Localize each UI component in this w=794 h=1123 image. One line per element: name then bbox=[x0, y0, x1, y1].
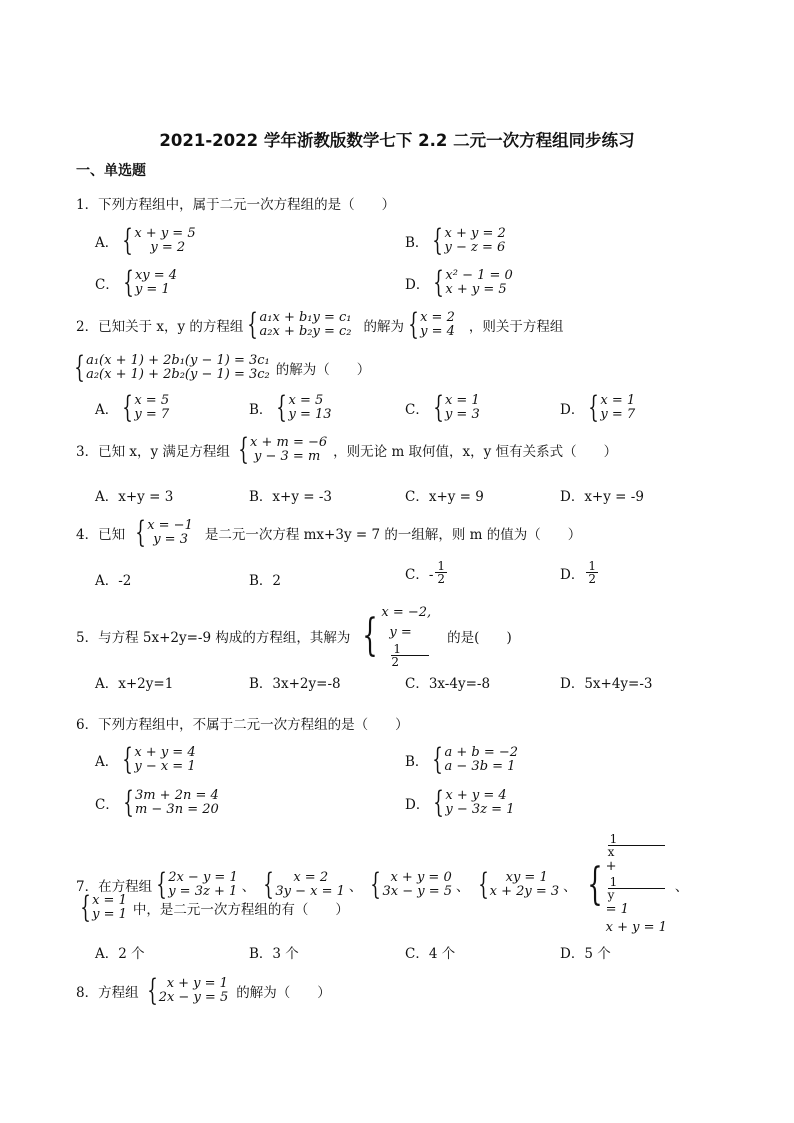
q1-option-b[interactable]: B． { x + y = 2 y − z = 6 bbox=[405, 223, 506, 258]
equation: y − 3 = m bbox=[254, 449, 321, 464]
q1-option-a[interactable]: A． { x + y = 5 y = 2 bbox=[95, 223, 196, 258]
option-label: D． bbox=[405, 277, 430, 293]
stem-text: 的解为（ ） bbox=[236, 985, 331, 1001]
equation: 2x − y = 5 bbox=[158, 990, 229, 1005]
q4-option-c[interactable] bbox=[405, 560, 449, 585]
q6-option-d[interactable]: D． { x + y = 4 y − 3z = 1 bbox=[405, 785, 515, 820]
fraction bbox=[586, 560, 598, 585]
equation-lhs: y = bbox=[389, 625, 412, 640]
equation: y − x = 1 bbox=[134, 759, 196, 774]
stem-text: 的解为 bbox=[363, 319, 404, 335]
equation: x = −2, bbox=[381, 605, 432, 620]
q7-option-a[interactable]: A．2 个 bbox=[95, 946, 145, 962]
question-5-stem: 5．与方程 5x+2y=-9 构成的方程组，其解为 { x = −2, y = 1 2 的是( ) bbox=[76, 605, 512, 669]
equation: a − 3b = 1 bbox=[444, 759, 516, 774]
equation: x = 5 bbox=[288, 393, 324, 408]
equation: a₂x + b₂y = c₂ bbox=[259, 324, 352, 339]
separator: 、 bbox=[348, 879, 363, 895]
equation: x² − 1 = 0 bbox=[445, 268, 513, 283]
stem-text: 5．与方程 5x+2y=-9 构成的方程组，其解为 bbox=[76, 629, 351, 646]
question-2-stem: 2．已知关于 x，y 的方程组 { a₁x + b₁y = c₁ a₂x + b₂y = c₂ 的解为 { x = 2 y = 4 ，则关于方程组 bbox=[76, 307, 564, 342]
equation: a₁x + b₁y = c₁ bbox=[259, 310, 352, 325]
equation: y = 3z + 1 bbox=[168, 884, 238, 899]
option-label: D． bbox=[405, 797, 430, 813]
option-label: A． bbox=[95, 402, 119, 418]
equation: y = 7 bbox=[600, 407, 636, 422]
stem-text: 3．已知 x，y 满足方程组 bbox=[76, 444, 230, 460]
equation: a₁(x + 1) + 2b₁(y − 1) = 3c₁ bbox=[86, 353, 270, 368]
stem-text: 8．方程组 bbox=[76, 985, 139, 1001]
q7-option-d[interactable]: D．5 个 bbox=[560, 946, 611, 962]
q6-option-c[interactable]: C． { 3m + 2n = 4 m − 3n = 20 bbox=[95, 785, 219, 820]
option-label: A． bbox=[95, 754, 119, 770]
equation: y = 7 bbox=[134, 407, 170, 422]
option-label: B． bbox=[249, 402, 273, 418]
option-label: C． bbox=[95, 277, 119, 293]
question-7-stem-continued: { x = 1 y = 1 中，是二元一次方程组的有（ ） bbox=[80, 890, 349, 925]
equation: xy = 4 bbox=[134, 268, 178, 283]
q2-option-b[interactable]: B． { x = 5 y = 13 bbox=[249, 390, 332, 425]
equation: x = 2 bbox=[420, 310, 455, 325]
q4-option-d[interactable] bbox=[560, 560, 600, 585]
q1-option-c[interactable]: C． { xy = 4 y = 1 bbox=[95, 265, 178, 300]
equation: y = 3 bbox=[444, 407, 480, 422]
option-label: C．- bbox=[405, 566, 434, 583]
separator: 、 bbox=[674, 879, 689, 895]
q3-option-b[interactable]: B．x+y = -3 bbox=[249, 489, 333, 505]
option-label: C． bbox=[95, 797, 119, 813]
equation: x + y = 2 bbox=[444, 226, 506, 241]
equation: y − 3z = 1 bbox=[445, 802, 515, 817]
stem-text: 的解为（ ） bbox=[275, 362, 371, 378]
equation: x + y = 5 bbox=[445, 282, 507, 297]
option-label: D． bbox=[560, 566, 585, 583]
stem-text: 4．已知 bbox=[76, 527, 126, 543]
stem-text: 是二元一次方程 mx+3y = 7 的一组解，则 m 的值为（ ） bbox=[204, 527, 582, 543]
equation: y = 1 bbox=[134, 282, 170, 297]
equation: x = 2 bbox=[293, 870, 329, 885]
separator: 、 bbox=[241, 879, 256, 895]
stem-text: 中，是二元一次方程组的有（ ） bbox=[132, 902, 349, 918]
option-label: A． bbox=[95, 235, 119, 251]
q3-option-c[interactable]: C．x+y = 9 bbox=[405, 489, 484, 505]
equation: x + y = 0 bbox=[390, 870, 452, 885]
q5-option-a[interactable]: A．x+2y=1 bbox=[95, 676, 174, 692]
equation: a + b = −2 bbox=[444, 745, 519, 760]
q5-option-d[interactable]: D．5x+4y=-3 bbox=[560, 676, 653, 692]
equation: a₂(x + 1) + 2b₂(y − 1) = 3c₂ bbox=[86, 367, 270, 382]
stem-text: 2．已知关于 x，y 的方程组 bbox=[76, 319, 244, 335]
question-8-stem: 8．方程组 { x + y = 1 2x − y = 5 的解为（ ） bbox=[76, 973, 331, 1008]
q6-option-b[interactable]: B． { a + b = −2 a − 3b = 1 bbox=[405, 742, 519, 777]
q2-option-a[interactable]: A． { x = 5 y = 7 bbox=[95, 390, 170, 425]
stem-text: ，则无论 m 取何值，x，y 恒有关系式（ ） bbox=[333, 444, 618, 460]
q2-option-c[interactable]: C． { x = 1 y = 3 bbox=[405, 390, 480, 425]
equation: y = 4 bbox=[420, 324, 455, 339]
equation: x + y = 1 bbox=[605, 920, 667, 935]
equation: x + y = 4 bbox=[134, 745, 196, 760]
option-label: C． bbox=[405, 402, 429, 418]
denominator: 2 bbox=[391, 655, 400, 669]
question-3-stem: 3．已知 x，y 满足方程组 { x + m = −6 y − 3 = m ，则无论 m 取何值，x，y 恒有关系式（ ） bbox=[76, 432, 618, 467]
q1-option-d[interactable]: D． { x² − 1 = 0 x + y = 5 bbox=[405, 265, 513, 300]
equation: xy = 1 bbox=[505, 870, 548, 885]
q4-option-a[interactable]: A．-2 bbox=[95, 573, 132, 589]
separator: 、 bbox=[456, 879, 470, 895]
fraction: 1 x bbox=[608, 833, 665, 858]
numerator: 1 bbox=[588, 559, 596, 573]
equation: x + y = 4 bbox=[445, 788, 507, 803]
equation: x = 5 bbox=[134, 393, 170, 408]
fraction bbox=[435, 560, 447, 585]
equation: y = 2 bbox=[150, 240, 186, 255]
equation: y = 3 bbox=[153, 532, 188, 547]
equation: 3x − y = 5 bbox=[382, 884, 453, 899]
equation: x + y = 1 bbox=[166, 976, 228, 991]
equation-rhs: = 1 bbox=[605, 902, 629, 917]
question-2-stem-continued: { a₁(x + 1) + 2b₁(y − 1) = 3c₁ a₂(x + 1) + 2b₂(y − 1) = 3c₂ 的解为（ ） bbox=[74, 350, 371, 385]
equation: x = 1 bbox=[600, 393, 636, 408]
q2-option-d[interactable]: D． { x = 1 y = 7 bbox=[560, 390, 636, 425]
page-title: 2021-2022 学年浙教版数学七下 2.2 二元一次方程组同步练习 bbox=[159, 131, 635, 150]
q5-option-c[interactable]: C．3x-4y=-8 bbox=[405, 676, 491, 692]
q3-option-a[interactable]: A．x+y = 3 bbox=[95, 489, 174, 505]
question-4-stem: 4．已知 { x = −1 y = 3 是二元一次方程 mx+3y = 7 的一组解，则 m 的值为（ ） bbox=[76, 515, 582, 550]
option-label: B． bbox=[405, 754, 429, 770]
stem-text: 7．在方程组 bbox=[76, 879, 153, 895]
denominator: 2 bbox=[437, 572, 446, 586]
numerator: 1 bbox=[437, 559, 446, 573]
equation: m − 3n = 20 bbox=[134, 802, 219, 817]
equation: 2x − y = 1 bbox=[168, 870, 238, 885]
fraction bbox=[391, 643, 429, 668]
equation: x = 1 bbox=[444, 393, 480, 408]
equation: x + m = −6 bbox=[250, 435, 328, 450]
equation: 3y − x = 1 bbox=[275, 884, 345, 899]
equation: x = −1 bbox=[147, 518, 193, 533]
equation: y = 13 bbox=[288, 407, 332, 422]
stem-text: 的是( ) bbox=[447, 629, 512, 646]
fraction: 1 y bbox=[608, 876, 665, 901]
equation: x + y = 5 bbox=[134, 226, 196, 241]
question-6-stem: 6．下列方程组中，不属于二元一次方程组的是（ ） bbox=[76, 717, 409, 733]
equation: y − z = 6 bbox=[444, 240, 506, 255]
q7-option-c[interactable]: C．4 个 bbox=[405, 946, 456, 962]
separator: 、 bbox=[563, 879, 577, 895]
equation: x = 1 bbox=[92, 893, 127, 908]
q7-option-b[interactable]: B．3 个 bbox=[249, 946, 299, 962]
question-1-stem: 1．下列方程组中，属于二元一次方程组的是（ ） bbox=[76, 197, 396, 213]
q3-option-d[interactable]: D．x+y = -9 bbox=[560, 489, 644, 505]
equation: 3m + 2n = 4 bbox=[134, 788, 219, 803]
section-heading: 一、单选题 bbox=[76, 163, 146, 179]
equation: x + 2y = 3 bbox=[489, 884, 560, 899]
q4-option-b[interactable]: B．2 bbox=[249, 573, 282, 589]
denominator: 2 bbox=[588, 572, 596, 586]
numerator: 1 bbox=[391, 643, 429, 656]
q6-option-a[interactable]: A． { x + y = 4 y − x = 1 bbox=[95, 742, 196, 777]
option-label: D． bbox=[560, 402, 585, 418]
equation: y = 1 bbox=[92, 907, 127, 922]
stem-text: ，则关于方程组 bbox=[468, 319, 564, 335]
option-label: B． bbox=[405, 235, 429, 251]
question-7-stem: 7．在方程组 { 2x − y = 1 y = 3z + 1 、 { x = 2 3y − x = 1 、 { x + y = 0 3x − y = 5 、 { xy = 1 x + 2y = 3 、 { 1 x + 1 y = 1 x + y = 1 、 bbox=[76, 832, 689, 935]
q5-option-b[interactable]: B．3x+2y=-8 bbox=[249, 676, 341, 692]
